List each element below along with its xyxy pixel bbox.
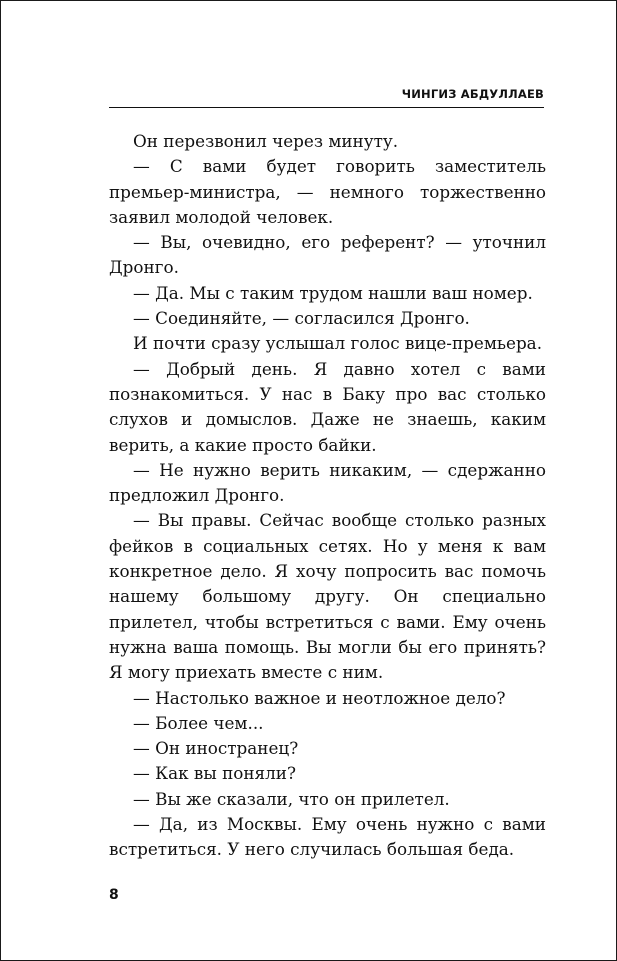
paragraph: — Как вы поняли? — [133, 763, 296, 784]
paragraph: — Настолько важное и неотложное дело? — [133, 687, 506, 708]
paragraph: — Вы же сказали, что он прилетел. — [133, 788, 450, 809]
paragraph: — Да, из Москвы. Ему очень нужно с вами встретиться. У него случилась большая беда. — [109, 814, 546, 860]
paragraph: — Соединяйте, — согласился Дронго. — [133, 308, 470, 329]
paragraph: — Добрый день. Я давно хотел с вами познакомиться. У нас в Баку про вас столько слухов и домыслов. Даже не знаешь, каким верить, а какие просто байки. — [109, 358, 546, 455]
paragraph: — Да. Мы с таким трудом нашли ваш номер. — [133, 282, 533, 303]
header-rule — [109, 107, 544, 108]
paragraph: — С вами будет говорить заместитель премьер-министра, — немного торжественно заявил молодой человек. — [109, 156, 546, 227]
paragraph: Он перезвонил через минуту. — [133, 131, 399, 151]
paragraph: — Вы правы. Сейчас вообще столько разных фейков в социальных сетях. Но у меня к вам конкретное дело. Я хочу попросить вас помочь нашему большому другу. Он специально прилетел, чтобы встретиться с вами. Ему очень нужна ваша помощь. Вы могли бы его принять? Я могу приехать вместе с ним. — [109, 510, 546, 683]
paragraph: — Он иностранец? — [133, 738, 299, 759]
paragraph: — Более чем... — [133, 712, 264, 733]
body-text — [109, 129, 546, 863]
paragraph: — Не нужно верить никаким, — сдержанно предложил Дронго. — [109, 459, 546, 506]
paragraph: — Вы, очевидно, его референт? — уточнил Дронго. — [109, 232, 546, 278]
running-head-author: ЧИНГИЗ АБДУЛЛАЕВ — [401, 87, 544, 101]
page-number: 8 — [109, 887, 119, 903]
paragraph: И почти сразу услышал голос вице-премьера. — [133, 333, 543, 354]
